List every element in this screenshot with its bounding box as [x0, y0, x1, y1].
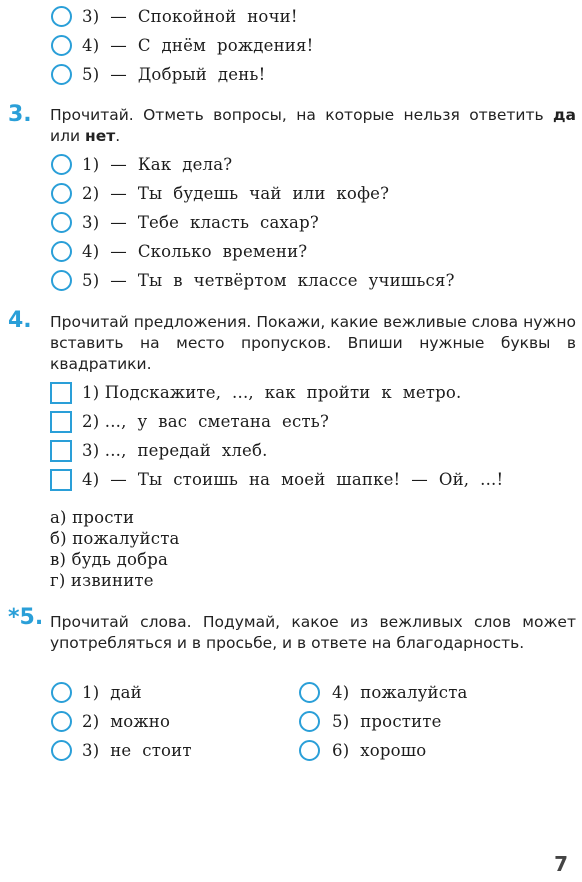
option-label: 5) — Добрый день! [82, 65, 266, 84]
answer-choice: б) пожалуйста [50, 529, 180, 548]
radio-option-4[interactable] [299, 682, 320, 703]
answer-box-4[interactable] [50, 469, 72, 491]
answer-choice: в) будь добра [50, 550, 169, 569]
option-label: 6) хорошо [332, 741, 427, 760]
option-label: 3) — Спокойной ночи! [82, 7, 298, 26]
option-label: 2) — Ты будешь чай или кофе? [82, 184, 390, 203]
radio-option-5[interactable] [51, 270, 72, 291]
radio-option-1[interactable] [51, 154, 72, 175]
answer-box-2[interactable] [50, 411, 72, 433]
option-label: 3) не стоит [82, 741, 192, 760]
option-label: 1) Подскажите, ..., как пройти к метро. [82, 383, 462, 402]
task-number: 3. [8, 102, 32, 127]
option-label: 2) ..., у вас сметана есть? [82, 412, 329, 431]
task-instruction [50, 105, 576, 147]
word-no: нет [84, 127, 116, 145]
option-label: 4) — С днём рождения! [82, 36, 314, 55]
option-label: 3) ..., передай хлеб. [82, 441, 268, 460]
option-label: 2) можно [82, 712, 171, 731]
option-label: 5) — Ты в четвёртом классе учишься? [82, 271, 455, 290]
option-label: 5) простите [332, 712, 442, 731]
radio-option-5[interactable] [299, 711, 320, 732]
task-number: 4. [8, 308, 32, 333]
word-yes: да [553, 106, 576, 124]
option-label: 4) — Сколько времени? [82, 242, 308, 261]
option-label: 1) — Как дела? [82, 155, 233, 174]
option-label: 1) дай [82, 683, 142, 702]
answer-box-3[interactable] [50, 440, 72, 462]
task-number: *5. [8, 605, 44, 630]
radio-option-6[interactable] [299, 740, 320, 761]
radio-option-3[interactable] [51, 212, 72, 233]
option-label: 3) — Тебе класть сахар? [82, 213, 319, 232]
answer-choice: г) извините [50, 571, 154, 590]
page-number: 7 [554, 852, 568, 876]
instruction-text: Прочитай. Отметь вопросы, на которые нельзя ответить [50, 106, 554, 124]
radio-option-3[interactable] [51, 6, 72, 27]
instruction-text: или [50, 127, 85, 145]
answer-choice: а) прости [50, 508, 135, 527]
radio-option-4[interactable] [51, 35, 72, 56]
radio-option-2[interactable] [51, 183, 72, 204]
radio-option-3[interactable] [51, 740, 72, 761]
option-label: 4) — Ты стоишь на моей шапке! — Ой, ...! [82, 470, 504, 489]
answer-box-1[interactable] [50, 382, 72, 404]
radio-option-4[interactable] [51, 241, 72, 262]
radio-option-1[interactable] [51, 682, 72, 703]
radio-option-5[interactable] [51, 64, 72, 85]
task-instruction: Прочитай слова. Подумай, какое из вежливых слов может употребляться и в просьбе, и в ответе на благодарность. [50, 613, 576, 652]
instruction-text: . [115, 127, 121, 145]
option-label: 4) пожалуйста [332, 683, 468, 702]
task-instruction: Прочитай предложения. Покажи, какие вежливые слова нужно вставить на место пропусков. Впиши нужные буквы в квадратики. [50, 313, 576, 373]
radio-option-2[interactable] [51, 711, 72, 732]
